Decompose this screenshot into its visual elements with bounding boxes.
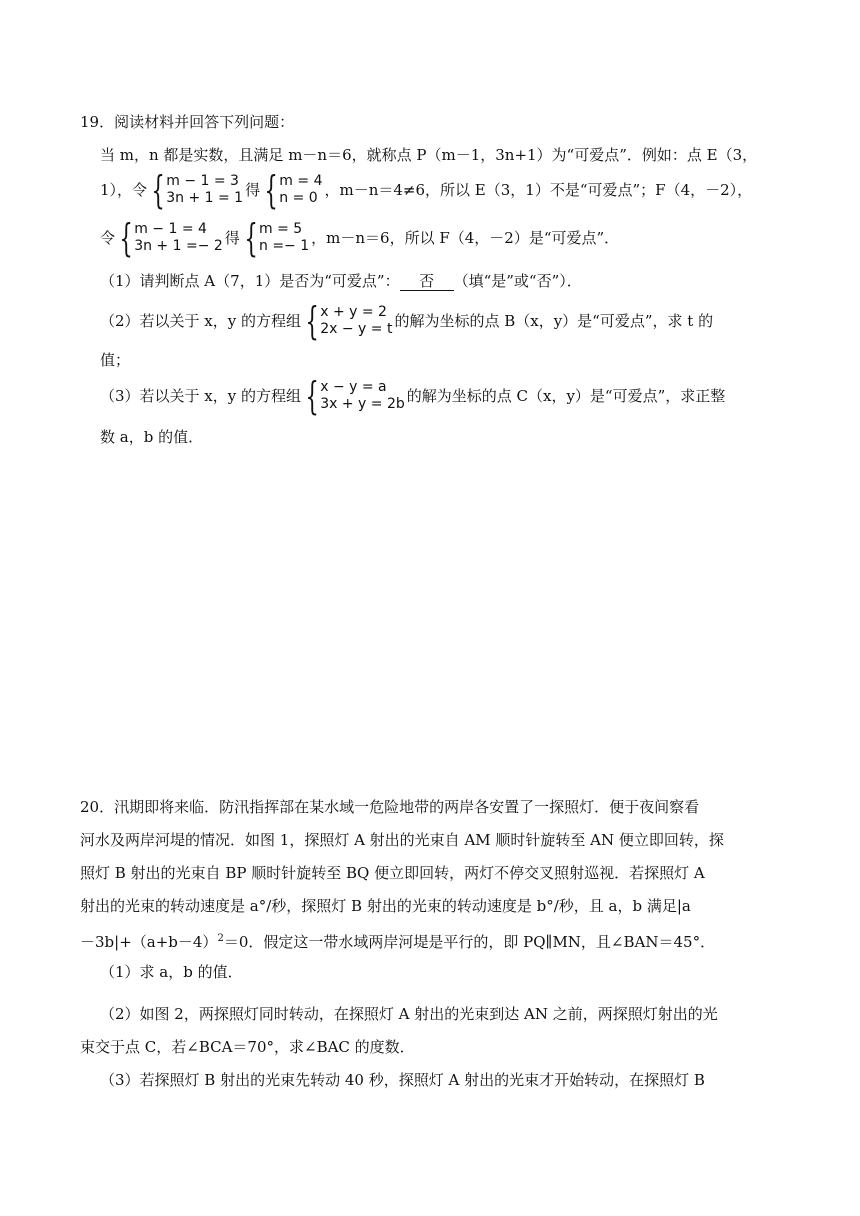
equation: x − y = a — [320, 379, 387, 395]
equation: n = 0 — [279, 190, 318, 206]
exponent: 2 — [217, 933, 224, 944]
equation-system-b — [303, 299, 393, 343]
q20-line-1: 20．汛期即将来临．防汛指挥部在某水域一危险地带的两岸各安置了一探照灯．便于夜间察看 — [80, 798, 700, 816]
equation: m = 4 — [279, 173, 323, 189]
answer-blank: 否 — [400, 272, 454, 291]
q19-part-2-cont: 值； — [100, 351, 131, 369]
q19-part-3-start: （3）若以关于 x，y 的方程组 — [100, 387, 302, 405]
q19-line-2-end: ，m－n＝4≠6，所以 E（3，1）不是“可爱点”；F（4，－2）， — [324, 181, 753, 199]
equation: m − 1 = 3 — [166, 173, 239, 189]
equation: m = 5 — [259, 221, 303, 237]
brace-icon: { — [151, 168, 165, 212]
q19-part-3-cont: 数 a，b 的值． — [100, 428, 204, 446]
q19-part-3-end: 的解为坐标的点 C（x，y）是“可爱点”，求正整 — [406, 387, 726, 405]
q19-line-3-start: 令 — [100, 229, 116, 247]
q19-line-3-end: ，m－n＝6，所以 F（4，－2）是“可爱点”． — [311, 229, 620, 247]
brace-icon: { — [119, 216, 133, 260]
q19-part-1-hint: （填“是”或“否”）． — [453, 272, 582, 290]
q20-part-2: （2）如图 2，两探照灯同时转动，在探照灯 A 射出的光束到达 AN 之前，两探照灯射出的光 — [100, 1005, 718, 1023]
q19-line-3 — [100, 216, 620, 260]
equation: 3n + 1 =− 2 — [134, 238, 223, 254]
equation: n =− 1 — [259, 238, 310, 254]
q20-line-2: 河水及两岸河堤的情况．如图 1，探照灯 A 射出的光束自 AM 顺时针旋转至 AN 便立即回转，探 — [80, 831, 724, 849]
equation-system-e2 — [262, 168, 323, 212]
q20-line-3: 照灯 B 射出的光束自 BP 顺时针旋转至 BQ 便立即回转，两灯不停交叉照射巡视．若探照灯 A — [80, 864, 705, 882]
q19-part-2-end: 的解为坐标的点 B（x，y）是“可爱点”，求 t 的 — [394, 312, 714, 330]
q19-part-2 — [100, 299, 714, 343]
q19-part-1 — [100, 271, 582, 291]
q19-para-1: 当 m，n 都是实数，且满足 m－n＝6，就称点 P（m－1，3n+1）为“可爱点”．例如：点 E（3， — [100, 146, 758, 164]
q20-part-3: （3）若探照灯 B 射出的光束先转动 40 秒，探照灯 A 射出的光束才开始转动，在探照灯 B — [100, 1071, 705, 1089]
equation-system-f2 — [242, 216, 310, 260]
q19-part-3 — [100, 374, 726, 418]
q19-part-1-question: （1）请判断点 A（7，1）是否为“可爱点”： — [100, 272, 400, 290]
brace-icon: { — [264, 168, 278, 212]
brace-icon: { — [244, 216, 258, 260]
brace-icon: { — [305, 374, 319, 418]
q20-line-5 — [80, 929, 715, 952]
equation: m − 1 = 4 — [134, 221, 207, 237]
q19-line-2-start: 1），令 — [100, 181, 148, 199]
q20-part-1: （1）求 a，b 的值． — [100, 963, 243, 981]
equation: 3x + y = 2b — [320, 396, 405, 412]
equation-system-e1 — [149, 168, 244, 212]
connector-text: 得 — [224, 229, 240, 247]
equation: 3n + 1 = 1 — [166, 190, 244, 206]
equation-system-c — [303, 374, 405, 418]
connector-text: 得 — [245, 181, 261, 199]
q19-title: 19．阅读材料并回答下列问题： — [80, 113, 295, 131]
equation: 2x − y = t — [320, 321, 393, 337]
q20-part-2-cont: 束交于点 C，若∠BCA＝70°，求∠BAC 的度数． — [80, 1038, 415, 1056]
brace-icon: { — [305, 299, 319, 343]
q20-line-5-end: ＝0．假定这一带水域两岸河堤是平行的，即 PQ∥MN，且∠BAN＝45°． — [223, 933, 716, 951]
equation: x + y = 2 — [320, 304, 387, 320]
q19-line-2 — [100, 168, 753, 212]
q20-line-4: 射出的光束的转动速度是 a°/秒，探照灯 B 射出的光束的转动速度是 b°/秒，且 a，b 满足|a — [80, 897, 691, 915]
q19-part-2-start: （2）若以关于 x，y 的方程组 — [100, 312, 302, 330]
equation-system-f1 — [117, 216, 223, 260]
q20-line-5-start: －3b|+（a+b－4） — [80, 933, 218, 951]
